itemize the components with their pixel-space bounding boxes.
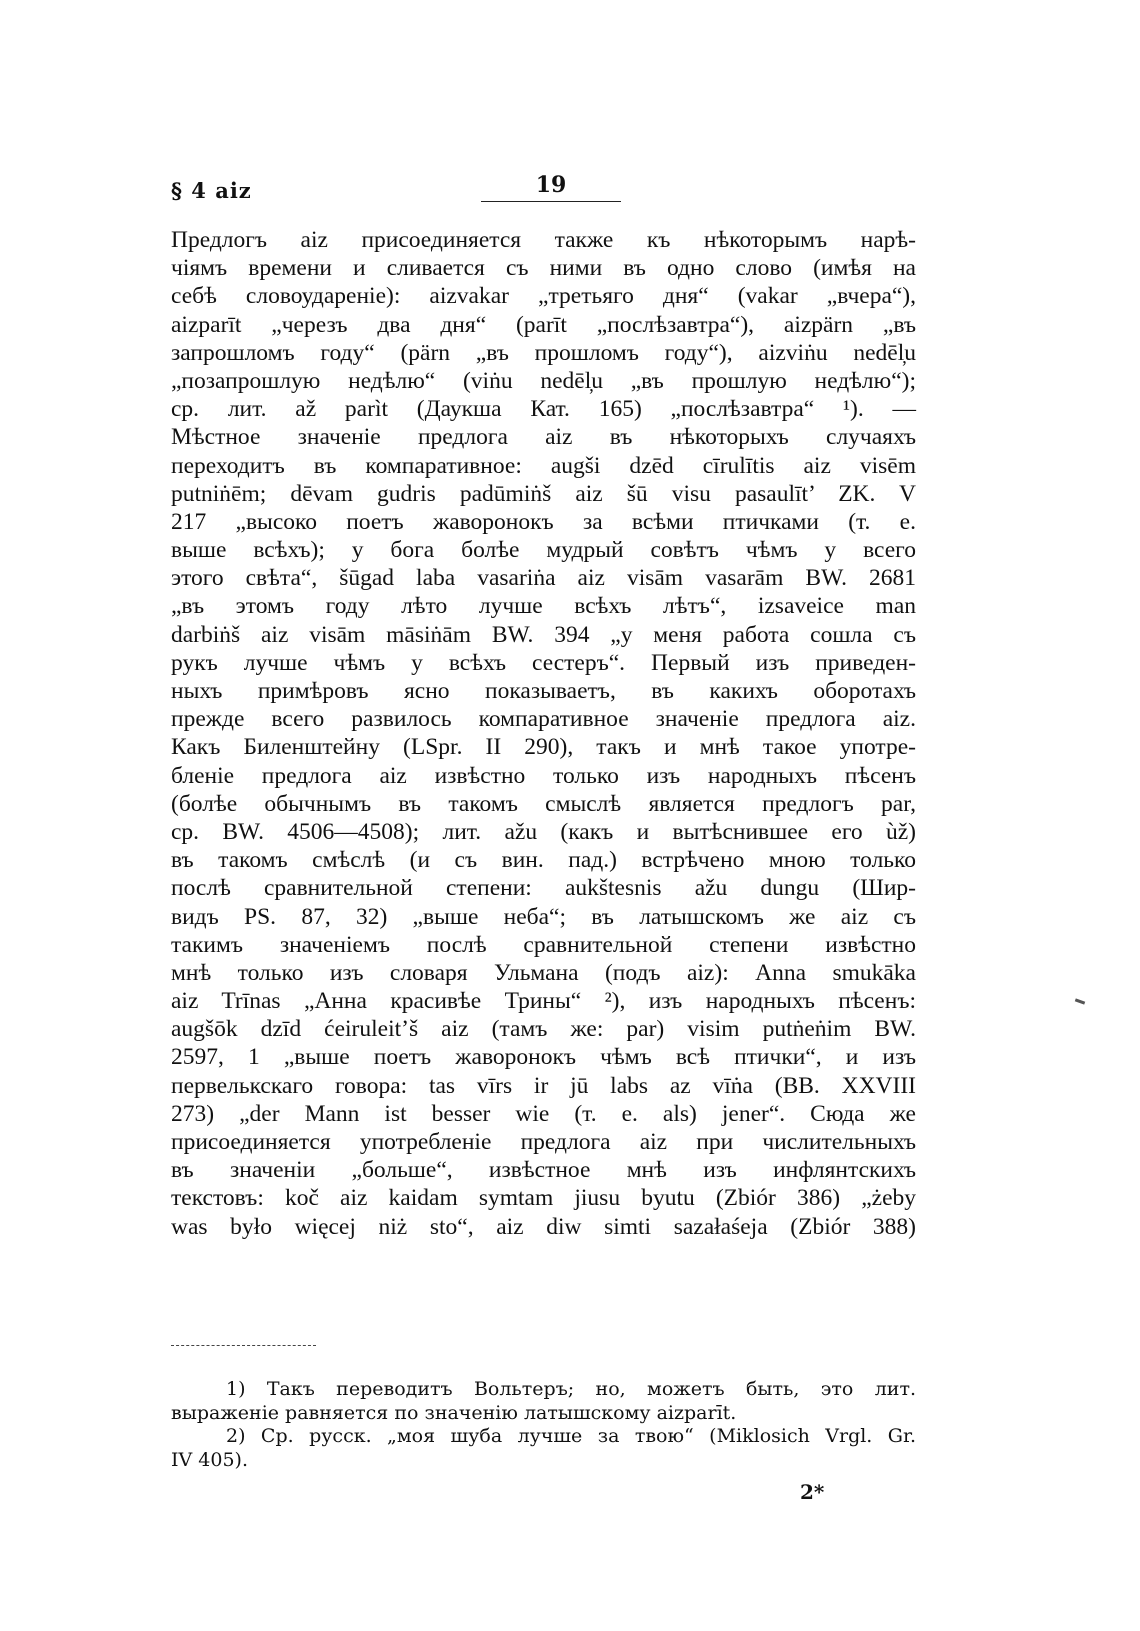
text-line: въ такомъ смѣслѣ (и съ вин. пад.) встрѣчено мною только [171, 847, 916, 874]
text-line: 2597, 1 „выше поетъ жаворонокъ чѣмъ всѣ птички“, и изъ [171, 1044, 916, 1071]
footnote-line: 2) Ср. русск. „моя шуба лучше за твою“ (Miklosich Vrgl. Gr. [226, 1425, 916, 1447]
text-line: „позапрошлую недѣлю“ (viṅu nedēl̦u „въ прошлую недѣлю“); [171, 367, 916, 394]
text-line: себѣ словоудареніе): aizvakar „третьяго дня“ (vakar „вчера“), [171, 283, 916, 310]
text-line: переходитъ въ компаративное: augši dzēd cīrulītis aiz visēm [171, 452, 916, 479]
text-line: рукъ лучше чѣмъ у всѣхъ сестеръ“. Первый изъ приведен- [171, 649, 916, 676]
text-line: первелькскаго говора: tas vīrs ir jū labs az vīṅa (BB. XXVIII [171, 1072, 916, 1099]
footnotes [171, 1378, 916, 1472]
text-line: „въ этомъ году лѣто лучше всѣхъ лѣтъ“, izsaveice man [171, 593, 916, 620]
running-head [171, 172, 916, 212]
footnote-line: выраженіе равняется по значенію латышскому aizparīt. [171, 1401, 737, 1424]
text-line: Мѣстное значеніе предлога aiz въ нѣкоторыхъ случаяхъ [171, 424, 916, 451]
text-line: ср. лит. až parìt (Даукша Кат. 165) „послѣзавтра“ ¹). — [171, 396, 916, 423]
footnote-divider [171, 1345, 316, 1346]
text-line: aizparīt „черезъ два дня“ (parīt „послѣзавтра“), aizpärn „въ [171, 311, 916, 338]
text-line: ср. BW. 4506—4508); лит. ažu (какъ и вытѣснившее его ùž) [171, 818, 916, 845]
text-line: putniṅēm; dēvam gudris padūmiṅš aiz šū visu pasaulīt’ ZK. V [171, 480, 916, 507]
text-line: 217 „высоко поетъ жаворонокъ за всѣми птичками (т. е. [171, 508, 916, 535]
text-line: 273) „der Mann ist besser wie (т. е. als) jener“. Сюда же [171, 1100, 916, 1127]
text-line: darbiṅš aiz visām māsiṅām BW. 394 „у меня работа сошла съ [171, 621, 916, 648]
text-line: прежде всего развилось компаративное значеніе предлога aiz. [171, 706, 916, 733]
text-line: выше всѣхъ); у бога болѣе мудрый совѣтъ чѣмъ у всего [171, 537, 916, 564]
text-line: чіямъ времени и сливается съ ними въ одно слово (имѣя на [171, 255, 916, 282]
text-line: Предлогъ aiz присоединяется также къ нѣкоторымъ нарѣ- [171, 227, 916, 253]
text-line: (болѣе обычнымъ въ такомъ смыслѣ является предлогъ par, [171, 790, 916, 817]
text-line: мнѣ только изъ словаря Ульмана (подъ aiz): Anna smukāka [171, 959, 916, 986]
text-line: видъ PS. 87, 32) „выше неба“; въ латышскомъ же aiz съ [171, 903, 916, 930]
text-line: этого свѣта“, šūgad laba vasariṅa aiz visām vasarām BW. 2681 [171, 565, 916, 592]
text-line: augšōk dzīd ćeiruleit’š aiz (тамъ же: par) visim putṅeṅim BW. [171, 1016, 916, 1043]
text-line: такимъ значеніемъ послѣ сравнительной степени извѣстно [171, 931, 916, 958]
section-marker: § 4 aiz [171, 178, 252, 203]
text-line: послѣ сравнительной степени: aukštesnis ažu dungu (Шир- [171, 875, 916, 902]
footnote-line: 1) Такъ переводитъ Вольтеръ; но, можетъ быть, это лит. [226, 1378, 916, 1400]
footnote-line: IV 405). [171, 1448, 248, 1471]
text-line: текстовъ: koč aiz kaidam symtam jiusu byutu (Zbiór 386) „żeby [171, 1185, 916, 1212]
signature-mark: 2* [800, 1480, 825, 1504]
page-number: 19 [481, 172, 621, 202]
text-line: Какъ Биленштейну (LSpr. II 290), такъ и мнѣ такое употре- [171, 734, 916, 761]
text-line: присоединяется употребленіе предлога aiz при числительныхъ [171, 1129, 916, 1155]
text-line: was było więcej niż sto“, aiz diw simti sazałaśeja (Zbiór 388) [171, 1213, 916, 1240]
text-line: бленіе предлога aiz извѣстно только изъ народныхъ пѣсенъ [171, 762, 916, 789]
main-text [171, 226, 916, 1241]
text-line: aiz Trīnas „Анна красивѣе Трины“ ²), изъ народныхъ пѣсенъ: [171, 988, 916, 1015]
text-line: въ значеніи „больше“, извѣстное мнѣ изъ инфлянтскихъ [171, 1157, 916, 1184]
text-line: ныхъ примѣровъ ясно показываетъ, въ какихъ оборотахъ [171, 678, 916, 704]
text-line: запрошломъ году“ (pärn „въ прошломъ году“), aizviṅu nedēl̦u [171, 339, 916, 366]
margin-speck [1075, 998, 1085, 1004]
